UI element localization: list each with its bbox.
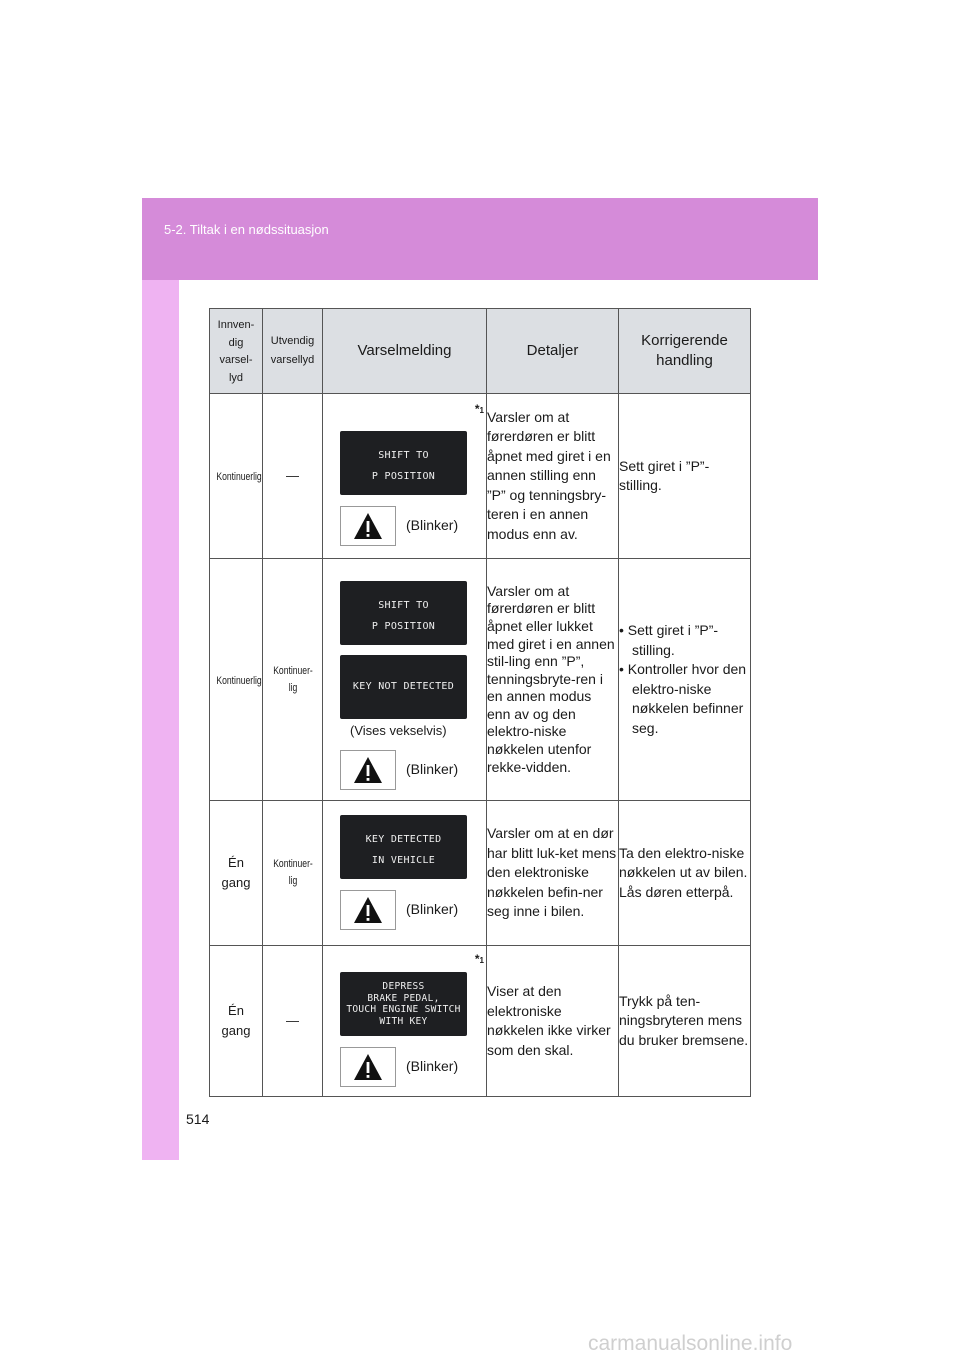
blink-label: (Blinker) xyxy=(406,517,459,533)
display-message-depress-brake: DEPRESS BRAKE PEDAL, TOUCH ENGINE SWITCH WITH KEY xyxy=(340,972,467,1036)
message-cell xyxy=(323,559,487,801)
outside-buzzer-cell: Kontinuer-lig xyxy=(263,559,323,801)
message-cell xyxy=(323,946,487,1097)
blink-label: (Blinker) xyxy=(406,1058,459,1074)
message-cell xyxy=(323,394,487,559)
action-list xyxy=(619,621,750,738)
inside-buzzer-cell: Én gang xyxy=(210,946,263,1097)
details-cell: Viser at den elektroniske nøkkelen ikke virker som den skal. xyxy=(487,946,619,1097)
page-number: 514 xyxy=(186,1111,210,1127)
details-cell: Varsler om at en dør har blitt luk-ket mens den elektroniske nøkkelen befin-ner seg inne i bilen. xyxy=(487,801,619,946)
side-margin-strip xyxy=(142,280,179,1160)
header-details: Detaljer xyxy=(487,309,619,394)
action-cell: Ta den elektro-niske nøkkelen ut av bilen. Lås døren etterpå. xyxy=(619,801,751,946)
footnote-marker: *1 xyxy=(474,402,484,416)
list-item: • Kontroller hvor den elektro-niske nøkkelen befinner seg. xyxy=(619,661,747,736)
master-warning-icon xyxy=(340,890,396,930)
display-message-key-not-detected: KEY NOT DETECTED xyxy=(340,655,467,719)
details-cell: Varsler om at førerdøren er blitt åpnet eller lukket med giret i en annen stil-ling enn ”P”, tenningsbryte-ren i en annen modus enn av og den elektro-niske nøkkelen utenfor rekke-vidden. xyxy=(487,559,619,801)
outside-buzzer-cell: Kontinuer-lig xyxy=(263,801,323,946)
message-cell xyxy=(323,801,487,946)
inside-buzzer-cell: Kontinuerlig xyxy=(210,559,263,801)
master-warning-icon xyxy=(340,750,396,790)
header-message: Varselmelding xyxy=(323,309,487,394)
table-row xyxy=(210,559,751,801)
table-row xyxy=(210,801,751,946)
blink-label: (Blinker) xyxy=(406,761,459,777)
display-message-key-detected: KEY DETECTED IN VEHICLE xyxy=(340,815,467,879)
table-row xyxy=(210,946,751,1097)
action-cell: Sett giret i ”P”-stilling. xyxy=(619,394,751,559)
display-message-shift-to-p: SHIFT TO P POSITION xyxy=(340,431,467,495)
inside-buzzer-cell: Én gang xyxy=(210,801,263,946)
outside-buzzer-cell: — xyxy=(263,946,323,1097)
footer-watermark[interactable]: carmanualsonline.info xyxy=(588,1332,793,1355)
outside-buzzer-cell: — xyxy=(263,394,323,559)
section-title: 5-2. Tiltak i en nødssituasjon xyxy=(164,222,329,237)
action-cell: Trykk på ten-ningsbryteren mens du bruker bremsene. xyxy=(619,946,751,1097)
master-warning-icon xyxy=(340,1047,396,1087)
master-warning-icon xyxy=(340,506,396,546)
footnote-marker: *1 xyxy=(474,952,484,966)
header-inside-buzzer: Innven- dig varsel- lyd xyxy=(210,309,263,394)
warning-table xyxy=(209,308,751,1097)
blink-label: (Blinker) xyxy=(406,901,459,917)
header-outside-buzzer: Utvendig varsellyd xyxy=(263,309,323,394)
table-header-row xyxy=(210,309,751,394)
alternate-note: (Vises vekselvis) xyxy=(350,723,447,738)
details-cell: Varsler om at førerdøren er blitt åpnet med giret i en annen stilling enn ”P” og tenningsbry-teren i en annen modus enn av. xyxy=(487,394,619,559)
inside-buzzer-cell: Kontinuerlig xyxy=(210,394,263,559)
section-header-band xyxy=(142,198,818,280)
table-row xyxy=(210,394,751,559)
action-cell xyxy=(619,559,751,801)
list-item: • Sett giret i ”P”-stilling. xyxy=(619,622,719,658)
header-action: Korrigerende handling xyxy=(619,309,751,394)
display-message-shift-to-p: SHIFT TO P POSITION xyxy=(340,581,467,645)
